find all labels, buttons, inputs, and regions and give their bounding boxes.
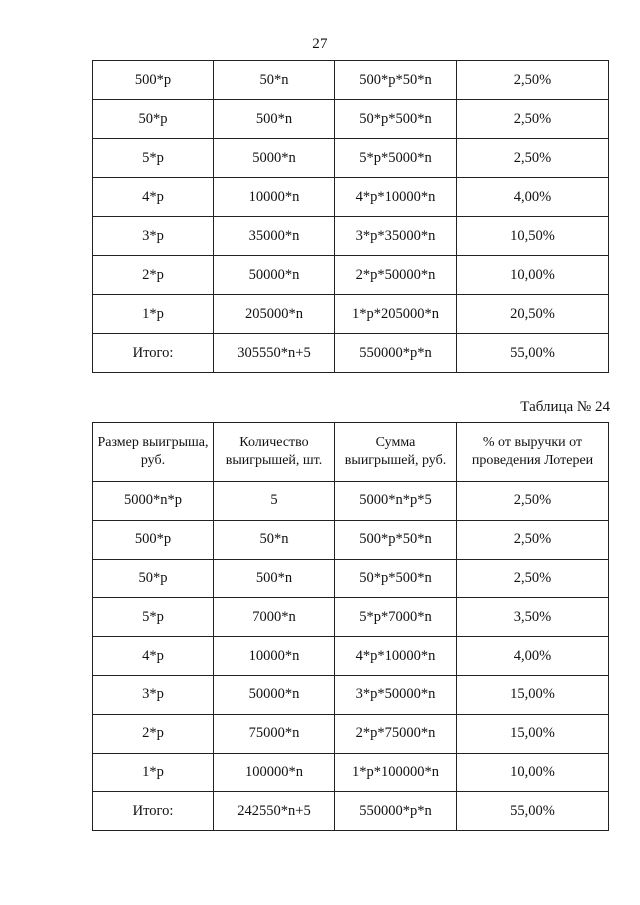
prize-cell: 3*р xyxy=(93,217,214,256)
percent-cell: 15,00% xyxy=(457,714,609,753)
prize-table-continued xyxy=(92,60,609,373)
prize-cell: 2*р xyxy=(93,256,214,295)
page-number: 27 xyxy=(312,36,328,52)
prize-cell: 500*р xyxy=(93,520,214,559)
percent-cell: 2,50% xyxy=(457,100,609,139)
prize-cell: 5*р xyxy=(93,139,214,178)
sum-cell: 50*р*500*n xyxy=(335,100,457,139)
prize-cell: 50*р xyxy=(93,559,214,598)
sum-cell: 2*р*50000*n xyxy=(335,256,457,295)
percent-cell: 2,50% xyxy=(457,139,609,178)
table-row xyxy=(93,637,609,676)
sum-cell: 3*р*50000*n xyxy=(335,675,457,714)
table-body xyxy=(93,482,609,831)
count-cell: 500*n xyxy=(214,559,335,598)
count-cell: 75000*n xyxy=(214,714,335,753)
percent-cell: 2,50% xyxy=(457,559,609,598)
prize-cell: 5*р xyxy=(93,598,214,637)
count-cell: 10000*n xyxy=(214,637,335,676)
prize-cell: 2*р xyxy=(93,714,214,753)
count-cell: 242550*n+5 xyxy=(214,792,335,831)
sum-cell: 5*р*7000*n xyxy=(335,598,457,637)
prize-cell: 1*р xyxy=(93,753,214,792)
prize-cell: 4*р xyxy=(93,178,214,217)
table-row xyxy=(93,714,609,753)
table-caption: Таблица № 24 xyxy=(520,399,610,415)
sum-cell: 1*р*205000*n xyxy=(335,295,457,334)
count-cell: 10000*n xyxy=(214,178,335,217)
prize-cell: 50*р xyxy=(93,100,214,139)
percent-cell: 10,00% xyxy=(457,256,609,295)
count-cell: 50000*n xyxy=(214,675,335,714)
percent-cell: 20,50% xyxy=(457,295,609,334)
count-cell: 50000*n xyxy=(214,256,335,295)
prize-cell: 5000*n*р xyxy=(93,482,214,521)
count-cell: 50*n xyxy=(214,61,335,100)
prize-cell: 500*р xyxy=(93,61,214,100)
table-row xyxy=(93,753,609,792)
sum-cell: 550000*р*n xyxy=(335,334,457,373)
sum-cell: 4*р*10000*n xyxy=(335,178,457,217)
header-row xyxy=(93,423,609,482)
sum-cell: 500*р*50*n xyxy=(335,520,457,559)
count-cell: 7000*n xyxy=(214,598,335,637)
percent-cell: 55,00% xyxy=(457,334,609,373)
sum-cell: 550000*р*n xyxy=(335,792,457,831)
table-row xyxy=(93,675,609,714)
column-header-sum: Сумма выигрышей, руб. xyxy=(335,423,457,482)
sum-cell: 4*р*10000*n xyxy=(335,637,457,676)
table-body xyxy=(93,61,609,373)
count-cell: 500*n xyxy=(214,100,335,139)
count-cell: 50*n xyxy=(214,520,335,559)
table-row xyxy=(93,100,609,139)
percent-cell: 4,00% xyxy=(457,637,609,676)
table-header xyxy=(93,423,609,482)
percent-cell: 10,00% xyxy=(457,753,609,792)
sum-cell: 50*р*500*n xyxy=(335,559,457,598)
table-row xyxy=(93,559,609,598)
percent-cell: 55,00% xyxy=(457,792,609,831)
table-row xyxy=(93,482,609,521)
sum-cell: 500*р*50*n xyxy=(335,61,457,100)
total-label-cell: Итого: xyxy=(93,792,214,831)
total-row xyxy=(93,334,609,373)
count-cell: 305550*n+5 xyxy=(214,334,335,373)
prize-cell: 3*р xyxy=(93,675,214,714)
table-row xyxy=(93,217,609,256)
table-row xyxy=(93,598,609,637)
table-row xyxy=(93,178,609,217)
percent-cell: 15,00% xyxy=(457,675,609,714)
count-cell: 100000*n xyxy=(214,753,335,792)
percent-cell: 4,00% xyxy=(457,178,609,217)
percent-cell: 2,50% xyxy=(457,482,609,521)
sum-cell: 3*р*35000*n xyxy=(335,217,457,256)
count-cell: 5000*n xyxy=(214,139,335,178)
table-row xyxy=(93,61,609,100)
percent-cell: 2,50% xyxy=(457,520,609,559)
percent-cell: 2,50% xyxy=(457,61,609,100)
prize-table-24 xyxy=(92,422,609,831)
sum-cell: 1*р*100000*n xyxy=(335,753,457,792)
count-cell: 35000*n xyxy=(214,217,335,256)
total-label-cell: Итого: xyxy=(93,334,214,373)
total-row xyxy=(93,792,609,831)
column-header-prize: Размер выигрыша, руб. xyxy=(93,423,214,482)
column-header-count: Количество выигрышей, шт. xyxy=(214,423,335,482)
table-row xyxy=(93,295,609,334)
count-cell: 5 xyxy=(214,482,335,521)
table-row xyxy=(93,520,609,559)
table-row xyxy=(93,256,609,295)
table-row xyxy=(93,139,609,178)
sum-cell: 5000*n*р*5 xyxy=(335,482,457,521)
percent-cell: 3,50% xyxy=(457,598,609,637)
count-cell: 205000*n xyxy=(214,295,335,334)
column-header-percent: % от выручки от проведения Лотереи xyxy=(457,423,609,482)
prize-cell: 1*р xyxy=(93,295,214,334)
percent-cell: 10,50% xyxy=(457,217,609,256)
sum-cell: 5*р*5000*n xyxy=(335,139,457,178)
sum-cell: 2*р*75000*n xyxy=(335,714,457,753)
prize-cell: 4*р xyxy=(93,637,214,676)
